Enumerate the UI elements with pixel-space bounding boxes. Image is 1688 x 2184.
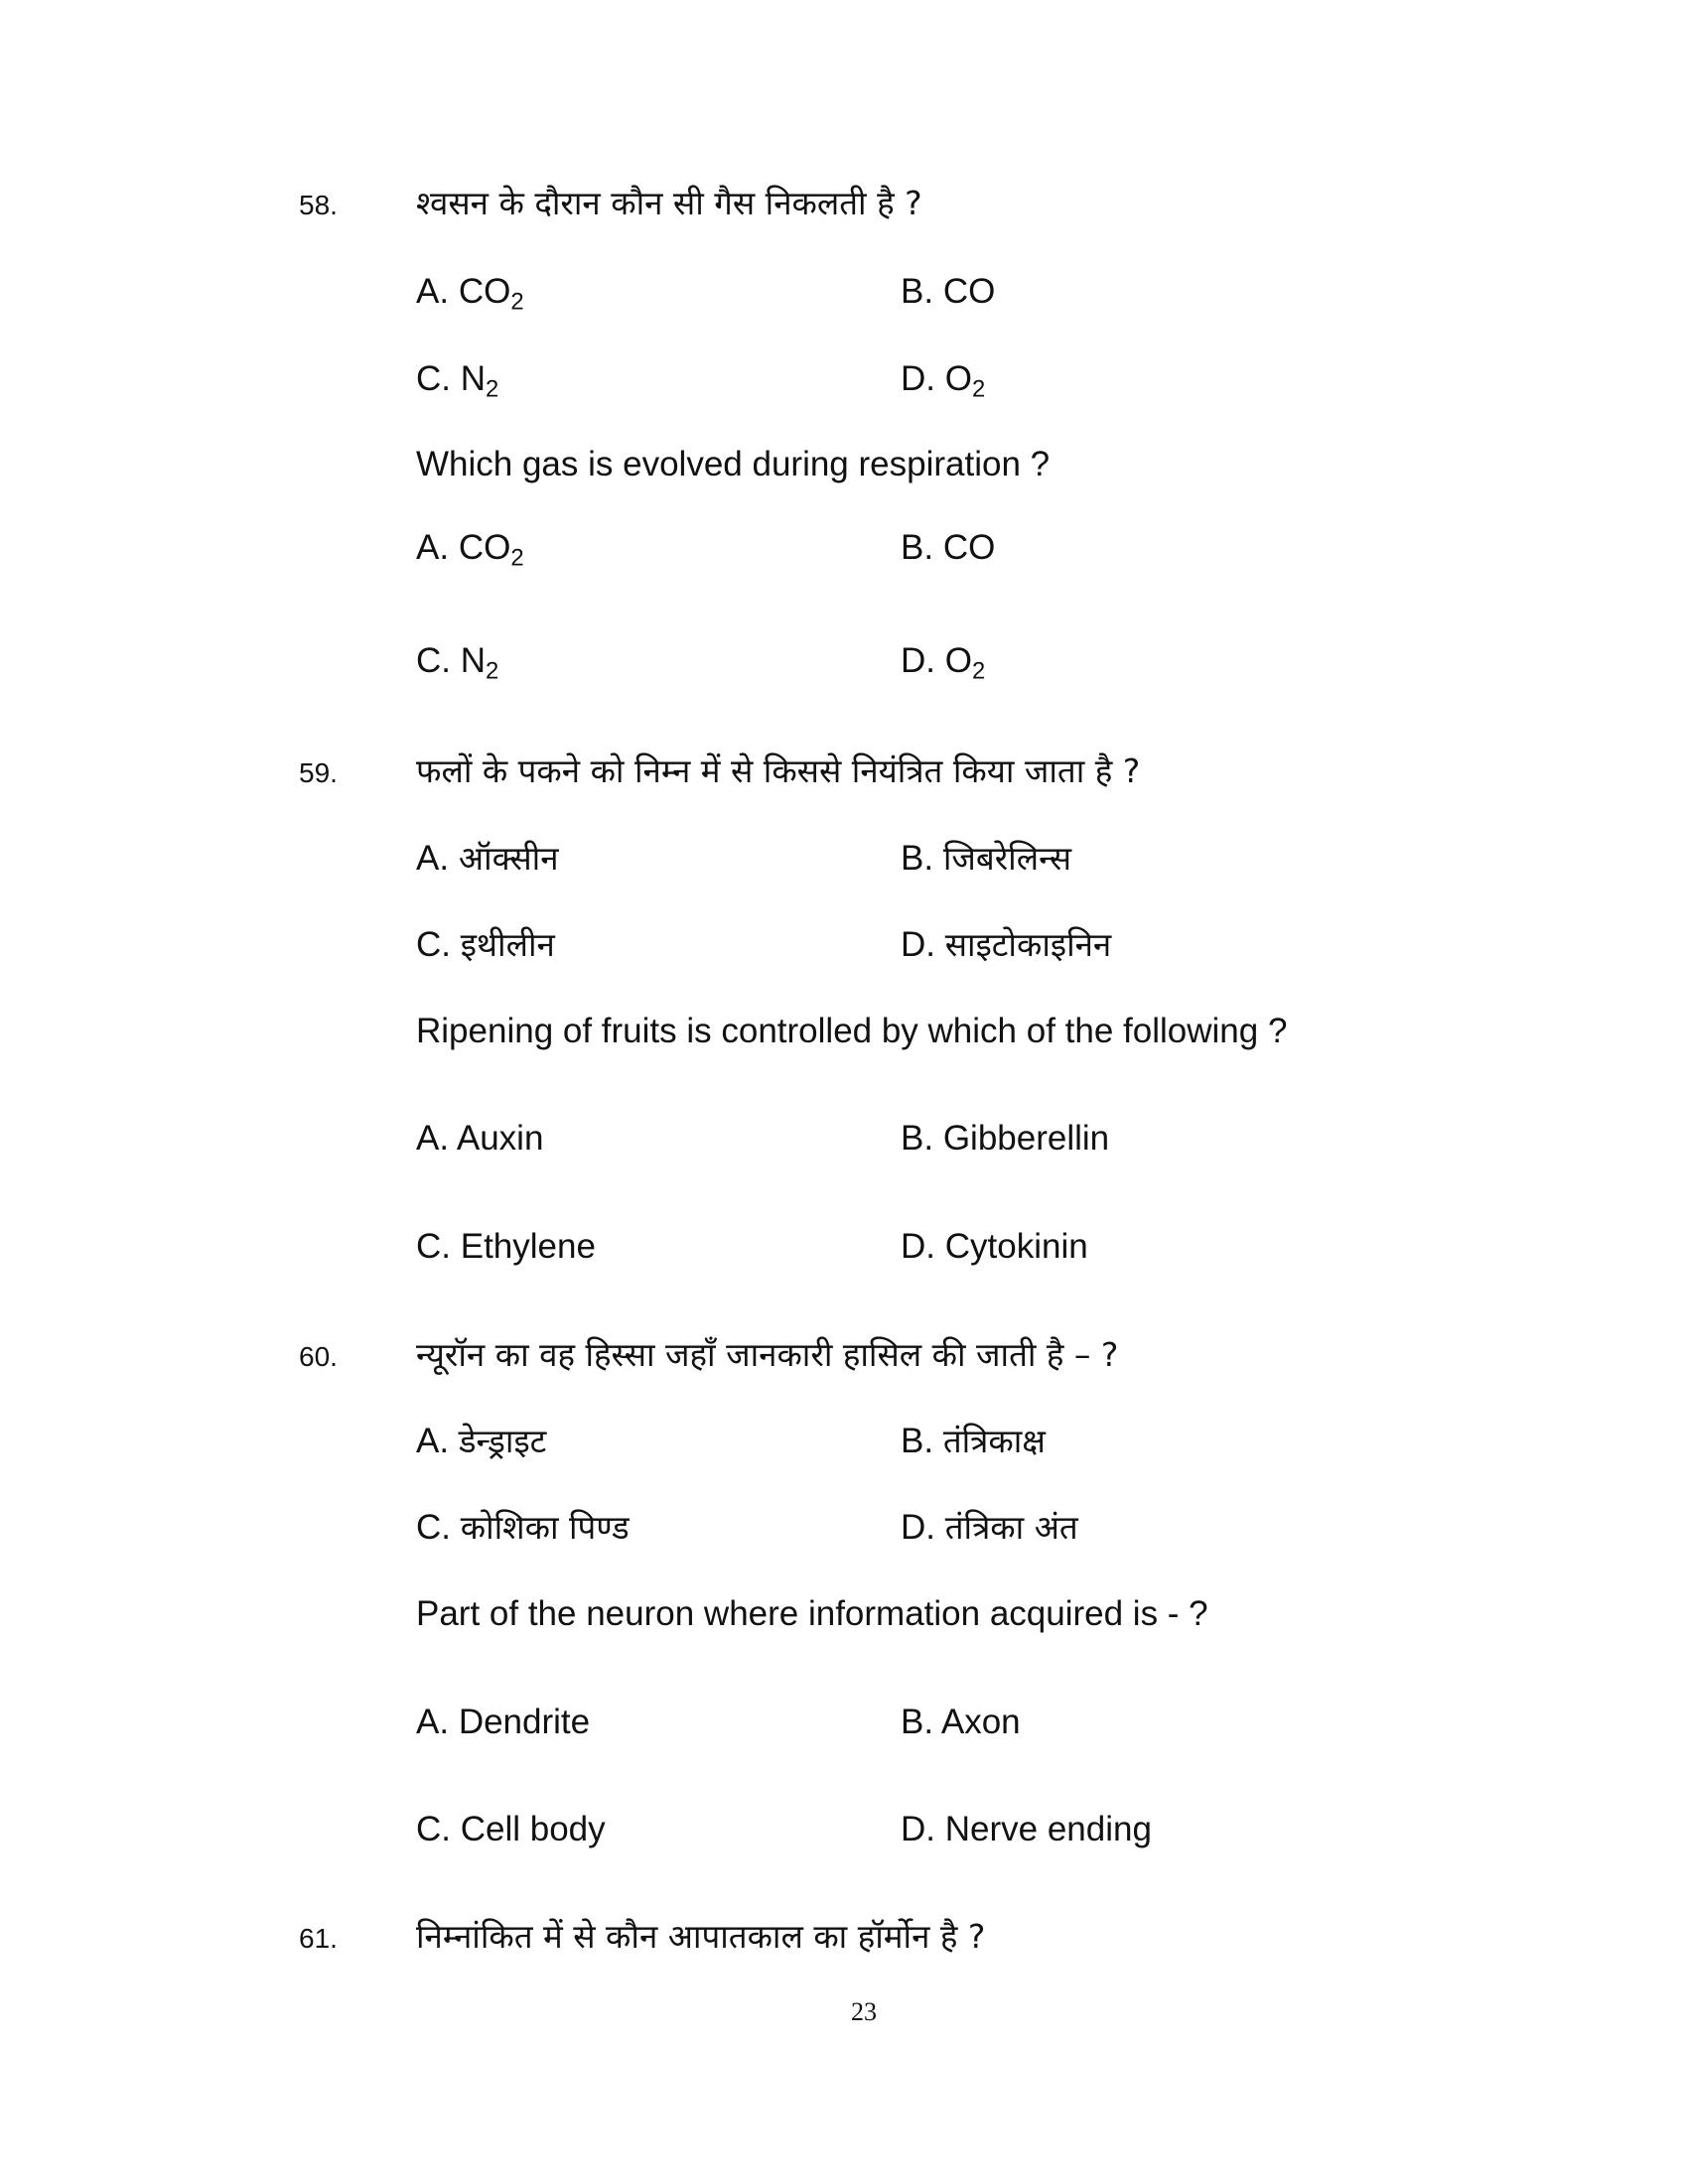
option-text: Ethylene — [460, 1227, 596, 1266]
option-d[interactable] — [901, 1510, 1078, 1545]
option-text: Auxin — [456, 1119, 544, 1158]
option-subscript: 2 — [510, 544, 524, 572]
option-c[interactable] — [416, 641, 499, 685]
question-number: 60. — [299, 1341, 338, 1372]
option-label: D. — [901, 641, 935, 680]
option-subscript: 2 — [510, 288, 524, 316]
option-c[interactable] — [416, 1229, 596, 1264]
option-b[interactable] — [901, 1121, 1109, 1156]
question-number: 61. — [299, 1923, 338, 1954]
option-text: CO — [942, 528, 996, 567]
option-label: A. — [416, 272, 450, 311]
option-a[interactable] — [416, 272, 524, 316]
option-label: C. — [416, 1508, 451, 1547]
option-label: D. — [901, 1810, 935, 1848]
option-text: इथीलीन — [460, 925, 555, 964]
option-subscript: 2 — [971, 375, 986, 403]
option-c[interactable] — [416, 359, 499, 403]
option-a[interactable] — [416, 1121, 543, 1156]
option-a[interactable] — [416, 841, 559, 876]
option-label: C. — [416, 641, 451, 680]
option-a[interactable] — [416, 528, 524, 572]
option-label: B. — [901, 1119, 934, 1158]
option-subscript: 2 — [486, 657, 499, 685]
option-label: D. — [901, 1508, 935, 1547]
option-text: N — [460, 359, 487, 398]
option-label: B. — [901, 1703, 934, 1741]
option-d[interactable] — [901, 641, 986, 685]
option-text: साइटोकाइनिन — [944, 925, 1112, 964]
option-label: C. — [416, 359, 451, 398]
option-label: A. — [416, 528, 450, 567]
option-label: A. — [416, 839, 450, 878]
option-b[interactable] — [901, 1705, 1021, 1739]
option-d[interactable] — [901, 1229, 1088, 1264]
option-label: B. — [901, 272, 934, 311]
option-label: A. — [416, 1422, 450, 1460]
question-text-english: Ripening of fruits is controlled by which of the following ? — [416, 1012, 1288, 1050]
option-b[interactable] — [901, 841, 1071, 876]
option-d[interactable] — [901, 927, 1111, 962]
page-number: 23 — [851, 1997, 877, 2026]
option-text: Dendrite — [458, 1703, 591, 1741]
option-text: O — [944, 359, 972, 398]
question-number: 58. — [299, 190, 338, 220]
question-text-hindi: न्यूरॉन का वह हिस्सा जहाँ जानकारी हासिल की जाती है – ? — [416, 1335, 1119, 1374]
option-label: B. — [901, 839, 934, 878]
option-subscript: 2 — [971, 657, 986, 685]
option-text: डेन्ड्राइट — [458, 1422, 547, 1460]
question-text-english: Which gas is evolved during respiration ? — [416, 445, 1051, 483]
option-text: Cytokinin — [944, 1227, 1088, 1266]
option-c[interactable] — [416, 1812, 606, 1846]
option-text: कोशिका पिण्ड — [460, 1508, 630, 1547]
option-label: D. — [901, 1227, 935, 1266]
option-b[interactable] — [901, 1424, 1046, 1458]
option-d[interactable] — [901, 359, 986, 403]
option-label: D. — [901, 925, 935, 964]
option-text: Nerve ending — [944, 1810, 1152, 1848]
option-text: तंत्रिका अंत — [944, 1508, 1078, 1547]
option-d[interactable] — [901, 1812, 1152, 1846]
option-text: O — [944, 641, 972, 680]
option-label: A. — [416, 1119, 450, 1158]
option-text: N — [460, 641, 487, 680]
option-label: C. — [416, 1227, 451, 1266]
option-c[interactable] — [416, 927, 555, 962]
option-text: CO — [458, 528, 511, 567]
question-text-hindi: निम्नांकित में से कौन आपातकाल का हॉर्मोन है ? — [416, 1917, 986, 1956]
option-b[interactable] — [901, 530, 995, 565]
option-text: ऑक्सीन — [458, 839, 559, 878]
option-text: CO — [458, 272, 511, 311]
option-a[interactable] — [416, 1705, 590, 1739]
option-a[interactable] — [416, 1424, 546, 1458]
question-text-english: Part of the neuron where information acquired is - ? — [416, 1594, 1208, 1633]
option-text: Gibberellin — [942, 1119, 1110, 1158]
option-label: A. — [416, 1703, 450, 1741]
option-subscript: 2 — [486, 375, 499, 403]
option-label: C. — [416, 925, 451, 964]
option-label: D. — [901, 359, 935, 398]
option-text: तंत्रिकाक्ष — [942, 1422, 1046, 1460]
option-text: Axon — [940, 1703, 1021, 1741]
question-text-hindi: फलों के पकने को निम्न में से किससे नियंत्रित किया जाता है ? — [416, 751, 1141, 790]
question-text-hindi: श्वसन के दौरान कौन सी गैस निकलती है ? — [416, 184, 922, 222]
option-label: C. — [416, 1810, 451, 1848]
option-text: Cell body — [460, 1810, 606, 1848]
option-label: B. — [901, 1422, 934, 1460]
option-text: CO — [942, 272, 996, 311]
option-c[interactable] — [416, 1510, 630, 1545]
option-text: जिबरेलिन्स — [942, 839, 1072, 878]
option-label: B. — [901, 528, 934, 567]
option-b[interactable] — [901, 274, 995, 309]
question-number: 59. — [299, 757, 338, 788]
